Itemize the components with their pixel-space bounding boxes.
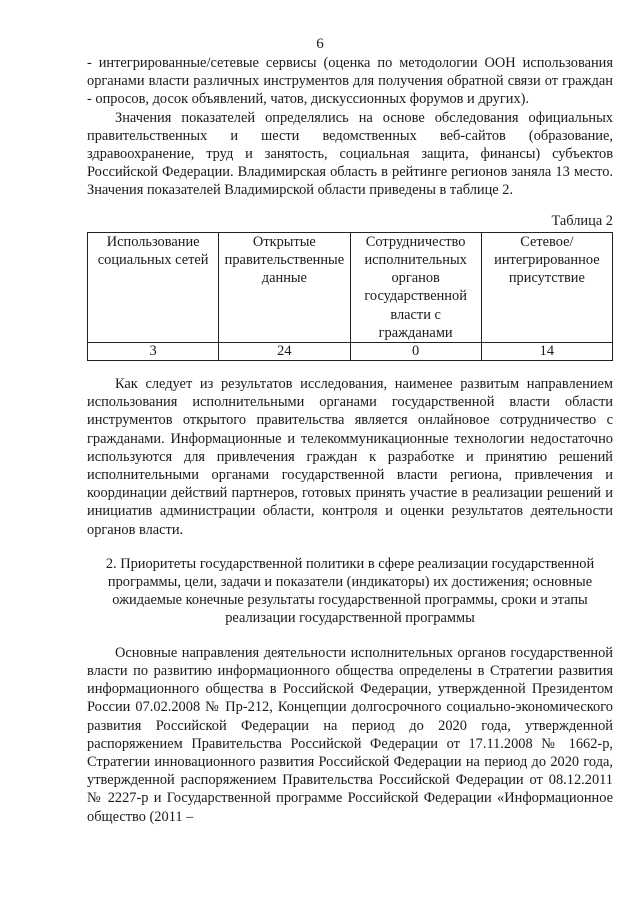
paragraph-main-directions: Основные направления деятельности исполнительных органов государственной власти по развитию информационного общества определены в Стратегии развития информационного общества в Российской Федерации, утвержденной Президентом России 07.02.2008 № Пр-212, Концепции долгосрочного социально-экономического развития Российской Федерации на период до 2020 года, утвержденной распоряжением Правительства Российской Федерации от 17.11.2008 № 1662-р, Стратегии инновационного развития Российской Федерации на период до 2020 года, утвержденной распоряжением Правительства Российской Федерации от 08.12.2011 № 2227-р и Государственной программе Российской Федерации «Информационное общество (2011 – [87,644,613,825]
table-cell: 14 [481,343,612,361]
document-body [87,54,613,826]
paragraph-research-results: Как следует из результатов исследования, наименее развитым направлением использования исполнительными органами государственной власти области инструментов открытого правительства является онлайновое сотрудничество с гражданами. Информационные и телекоммуникационные технологии недостаточно используются для привлечения граждан к разработке и принятию решений исполнительными органами государственной власти региона, привлечения и координации действий партнеров, готовых принять участие в реализации решений и инициатив администрации области, контроля и оценки результатов деятельности органов власти. [87,376,613,538]
table-header-row [88,232,613,342]
paragraph-integrated-services: - интегрированные/сетевые сервисы (оценка по методологии ООН использования органами власти различных инструментов для получения обратной связи от граждан - опросов, досок объявлений, чатов, дискуссионных форумов и других). [87,55,613,108]
table-header-cell: Сотрудничество исполнительных органов государственной власти с гражданами [350,232,481,342]
table-header-cell: Использование социальных сетей [88,232,219,342]
table-header-cell: Открытые правительственные данные [219,232,350,342]
indicator-table [87,232,613,361]
table-cell: 24 [219,343,350,361]
table-header-cell: Сетевое/ интегрированное присутствие [481,232,612,342]
page-number: 6 [316,36,324,52]
table-row [88,343,613,361]
table-cell: 0 [350,343,481,361]
table-caption: Таблица 2 [551,212,613,229]
section-heading: 2. Приоритеты государственной политики в сфере реализации государственной программы, цели, задачи и показатели (индикаторы) их достижения; основные ожидаемые конечные результаты государственной программы, сроки и этапы реализации государственной программы [105,555,595,627]
table-cell: 3 [88,343,219,361]
paragraph-indicator-values: Значения показателей определялись на основе обследования официальных правительственных и шести ведомственных веб-сайтов (образование, здравоохранение, труд и занятость, социальная защита, финансы) субъектов Российской Федерации. Владимирская область в рейтинге регионов заняла 13 место. Значения показателей Владимирской области приведены в таблице 2. [87,109,613,199]
